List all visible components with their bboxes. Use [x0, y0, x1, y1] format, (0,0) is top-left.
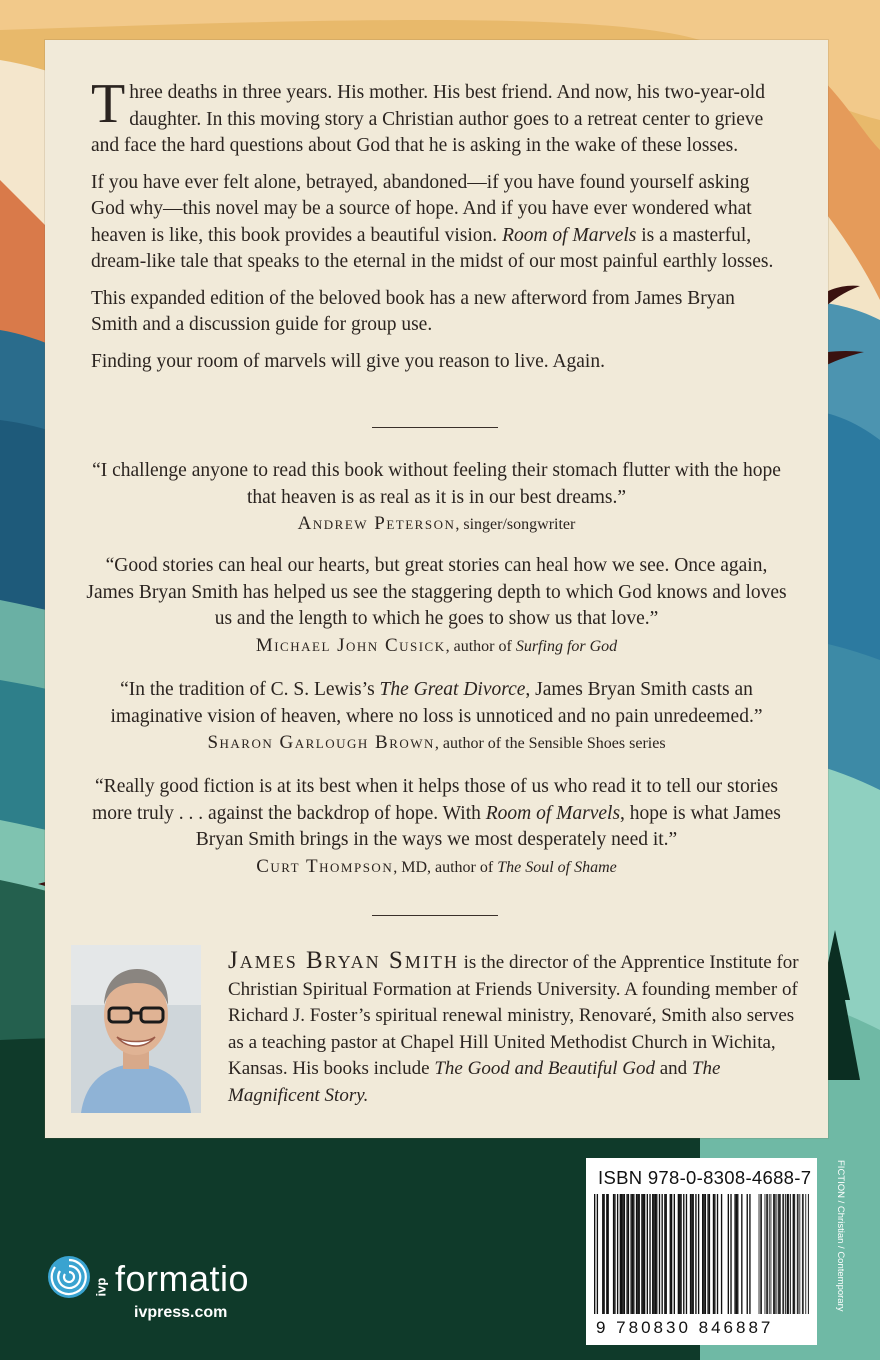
endorser-work: The Soul of Shame — [497, 858, 617, 876]
drop-cap: T — [91, 73, 126, 135]
barcode-bar — [641, 1194, 642, 1314]
blurb-paragraph — [91, 73, 784, 160]
barcode-bar — [656, 1194, 657, 1314]
barcode-bar — [691, 1194, 692, 1314]
blurb-paragraph — [91, 170, 784, 276]
barcode-bar — [653, 1194, 654, 1314]
price-bar — [766, 1194, 767, 1314]
endorsement — [85, 553, 788, 658]
barcode-digits: 9 780830 846887 — [596, 1318, 774, 1337]
barcode-bar — [747, 1194, 748, 1314]
barcode-bar — [671, 1194, 672, 1314]
author-photo — [71, 945, 201, 1113]
endorsement — [85, 458, 788, 536]
barcode-bar — [662, 1194, 663, 1314]
barcode-bar — [730, 1194, 731, 1314]
price-bar — [787, 1194, 788, 1314]
barcode-bar — [632, 1194, 633, 1314]
barcode-bar — [621, 1194, 622, 1314]
price-bar — [759, 1194, 760, 1314]
endorsement-quote — [85, 774, 788, 854]
barcode-bar — [608, 1194, 609, 1314]
book-title: The Magnificent Story. — [228, 1058, 721, 1106]
barcode-bar — [636, 1194, 637, 1314]
bio-text: and — [654, 1058, 692, 1079]
bio-text: is the director of the Apprentice Institute for Christian Spiritual Formation at Friends University. A founding member of Richard J. Foster’s spiritual renewal ministry, Renovaré, Smith also serves as a teaching pastor at Chapel Hill United Methodist Church in Wichita, Kansas. His books include — [228, 952, 799, 1079]
barcode-bar — [728, 1194, 729, 1314]
barcode-bar — [652, 1194, 653, 1314]
barcode-bar — [614, 1194, 615, 1314]
isbn-barcode-box — [586, 1158, 817, 1345]
barcode-bar — [602, 1194, 603, 1314]
back-cover-panel — [45, 40, 828, 1138]
barcode-bar — [617, 1194, 618, 1314]
barcode-bar — [690, 1194, 691, 1314]
price-bar — [771, 1194, 772, 1314]
divider — [372, 427, 498, 428]
price-bar — [788, 1194, 789, 1314]
barcode-bar — [639, 1194, 640, 1314]
price-bar — [794, 1194, 795, 1314]
barcode-bar — [630, 1194, 631, 1314]
endorser-role: , author of the Sensible Shoes series — [434, 735, 666, 752]
barcode-bar — [647, 1194, 648, 1314]
price-bar — [780, 1194, 781, 1314]
barcode-bar — [655, 1194, 656, 1314]
barcode-bar — [737, 1194, 738, 1314]
endorsement-attribution — [85, 856, 788, 879]
barcode-bar — [613, 1194, 614, 1314]
endorser-credential: , MD — [393, 858, 427, 876]
barcode-bar — [626, 1194, 627, 1314]
barcode-bar — [741, 1194, 742, 1314]
barcode-bar — [705, 1194, 706, 1314]
endorsement-quote: “I challenge anyone to read this book without feeling their stomach flutter with the hope that heaven is as real as it is in our best dreams.” — [92, 460, 781, 508]
price-bar — [793, 1194, 794, 1314]
endorsement-attribution — [85, 732, 788, 755]
isbn-number: ISBN 978-0-8308-4688-7 — [598, 1167, 812, 1188]
author-name: James Bryan Smith — [228, 947, 459, 974]
quote-text: , James Bryan Smith casts an imaginative vision of heaven, where no loss is unnoticed and no pain unredeemed.” — [110, 679, 763, 727]
barcode-bar — [622, 1194, 623, 1314]
genre-label: FICTION / Christian / Contemporary — [835, 1160, 846, 1312]
barcode-bar — [703, 1194, 704, 1314]
barcode-bar — [679, 1194, 680, 1314]
barcode-bar — [678, 1194, 679, 1314]
price-bar — [767, 1194, 768, 1314]
barcode-bar — [713, 1194, 714, 1314]
barcode-bar — [686, 1194, 687, 1314]
price-bar — [803, 1194, 804, 1314]
endorser-role: , singer/songwriter — [455, 516, 576, 533]
price-bar — [773, 1194, 774, 1314]
barcode-bar — [734, 1194, 735, 1314]
price-bar — [797, 1194, 798, 1314]
barcode-bar — [649, 1194, 650, 1314]
blurb-text: is a masterful, dream-like tale that speaks to the eternal in the midst of our most painful earthly losses. — [91, 224, 774, 272]
blurb-text: hree deaths in three years. His mother. His best friend. And now, his two-year-old daughter. In this moving story a Christian author goes to a retreat center to grieve and face the hard questions about God that he is asking in the wake of these losses. — [91, 82, 765, 156]
barcode-bar — [637, 1194, 638, 1314]
publisher-website[interactable]: ivpress.com — [134, 1304, 228, 1321]
barcode-bar — [664, 1194, 665, 1314]
barcode-bar — [624, 1194, 625, 1314]
quote-text: “In the tradition of C. S. Lewis’s — [120, 679, 380, 700]
price-bar — [790, 1194, 791, 1314]
barcode-bar — [683, 1194, 684, 1314]
price-bar — [799, 1194, 800, 1314]
barcode-bar — [707, 1194, 708, 1314]
barcode-bar — [674, 1194, 675, 1314]
price-bar — [808, 1194, 809, 1314]
endorsement-quote — [85, 677, 788, 730]
price-bar — [783, 1194, 784, 1314]
price-bar — [765, 1194, 766, 1314]
book-title: Room of Marvels — [502, 224, 637, 246]
author-bio — [228, 948, 808, 1109]
barcode-bar — [721, 1194, 722, 1314]
barcode-bar — [628, 1194, 629, 1314]
endorsement — [85, 774, 788, 879]
barcode-bar — [714, 1194, 715, 1314]
barcode-bar — [702, 1194, 703, 1314]
endorser-work: Surfing for God — [515, 637, 618, 655]
quote-text: , hope is what James Bryan Smith brings in the ways we most desperately need it.” — [195, 802, 781, 850]
price-bar — [776, 1194, 777, 1314]
barcode-bar — [698, 1194, 699, 1314]
price-bar — [779, 1194, 780, 1314]
price-bar — [769, 1194, 770, 1314]
barcode-bar — [709, 1194, 710, 1314]
price-bar — [798, 1194, 799, 1314]
endorser-role: , author of — [427, 858, 498, 876]
barcode-bar — [633, 1194, 634, 1314]
price-bar — [761, 1194, 762, 1314]
price-bar — [785, 1194, 786, 1314]
price-bar — [802, 1194, 803, 1314]
barcode-bar — [717, 1194, 718, 1314]
endorsement — [85, 677, 788, 755]
endorser-name: Andrew Peterson — [297, 513, 456, 534]
barcode-bar — [644, 1194, 645, 1314]
barcode-bar — [597, 1194, 598, 1314]
price-bar — [760, 1194, 761, 1314]
price-bar — [805, 1194, 806, 1314]
price-bar — [775, 1194, 776, 1314]
barcode-bar — [659, 1194, 660, 1314]
book-title: The Great Divorce — [379, 679, 526, 700]
endorser-role: , author of — [445, 637, 516, 655]
barcode-bar — [749, 1194, 750, 1314]
divider — [372, 915, 498, 916]
price-bar — [774, 1194, 775, 1314]
quote-text: “Really good fiction is at its best when it helps those of us who read it to tell our stories more truly . . . against the backdrop of hope. With — [92, 776, 778, 824]
book-description — [91, 73, 784, 385]
barcode-image — [594, 1194, 809, 1318]
endorser-name: Curt Thompson — [256, 855, 394, 877]
price-bar — [782, 1194, 783, 1314]
blurb-paragraph: Finding your room of marvels will give you reason to live. Again. — [91, 350, 605, 372]
publisher-logo-icon — [46, 1254, 92, 1300]
endorsement-attribution — [85, 513, 788, 536]
barcode-bar — [693, 1194, 694, 1314]
barcode-bar — [670, 1194, 671, 1314]
publisher-imprint-prefix: ivp — [93, 1277, 109, 1297]
book-title: The Good and Beautiful God — [434, 1058, 655, 1079]
barcode-bar — [666, 1194, 667, 1314]
price-bar — [778, 1194, 779, 1314]
barcode-bar — [695, 1194, 696, 1314]
endorsement-quote: “Good stories can heal our hearts, but great stories can heal how we see. Once again, James Bryan Smith has helped us see the staggering depth to which God knows and loves us and the length to which he goes to show us that love.” — [86, 555, 787, 629]
blurb-paragraph: This expanded edition of the beloved book has a new afterword from James Bryan Smith and a discussion guide for group use. — [91, 287, 735, 335]
barcode-bar — [603, 1194, 604, 1314]
price-bar — [788, 1194, 789, 1314]
endorsement-attribution — [85, 635, 788, 658]
barcode-bar — [594, 1194, 595, 1314]
blurb-text: If you have ever felt alone, betrayed, abandoned—if you have found yourself asking God why—this novel may be a source of hope. And if you have ever wondered what heaven is like, this book provides a beautiful vision. — [91, 171, 752, 246]
barcode-bar — [680, 1194, 681, 1314]
price-bar — [793, 1194, 794, 1314]
barcode-bar — [606, 1194, 607, 1314]
book-title: Room of Marvels — [485, 802, 621, 824]
publisher-imprint: formatio — [115, 1258, 250, 1299]
endorser-name: Michael John Cusick — [255, 634, 446, 656]
barcode-bar — [736, 1194, 737, 1314]
barcode-bar — [620, 1194, 621, 1314]
endorser-name: Sharon Garlough Brown — [207, 732, 435, 753]
barcode-bar — [643, 1194, 644, 1314]
